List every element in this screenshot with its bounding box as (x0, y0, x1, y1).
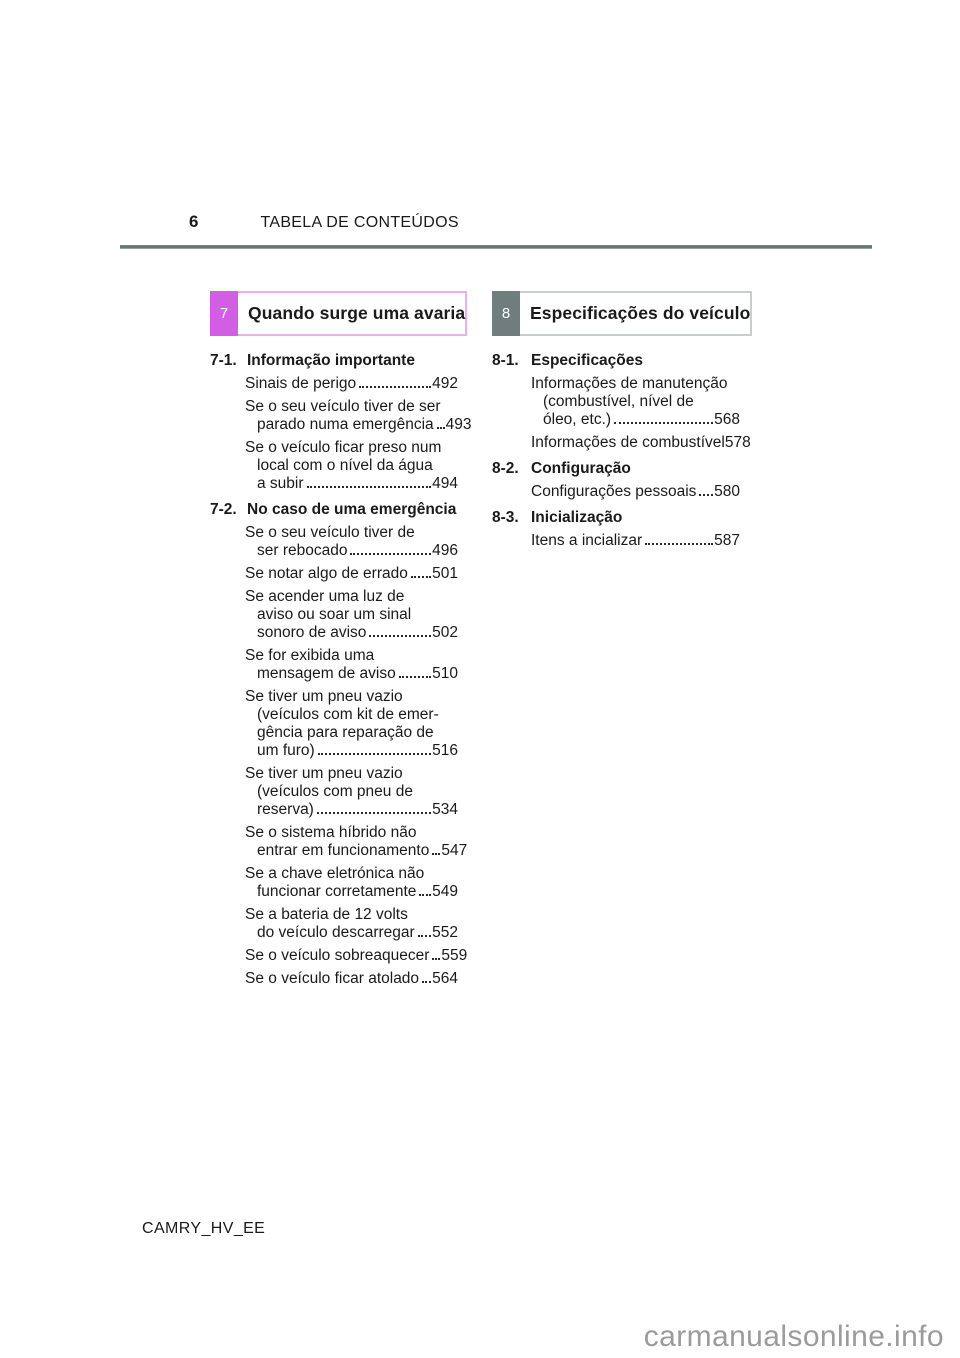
toc-entries (492, 375, 752, 452)
toc-entry-line: Se tiver um pneu vazio (245, 688, 403, 705)
toc-entry (245, 375, 458, 393)
toc-subsection (492, 509, 752, 550)
toc-entry (245, 865, 458, 901)
toc-column-chapter-7 (210, 291, 472, 993)
subsection-title: Configuração (531, 460, 631, 477)
toc-entry-line: Se a chave eletrónica não (245, 865, 425, 882)
toc-entry-text: Sinais de perigo (245, 375, 357, 392)
toc-entry-line (245, 883, 458, 901)
subsection-heading (210, 352, 467, 370)
toc-columns (210, 291, 752, 993)
dot-leader (418, 935, 431, 937)
dot-leader (399, 676, 431, 678)
toc-entry-page-number: 494 (432, 475, 458, 492)
toc-entry-page-number: 516 (432, 742, 458, 759)
toc-entry-line: local com o nível da água (257, 457, 433, 474)
toc-entry-line (531, 532, 740, 550)
toc-entry (245, 765, 458, 819)
subsection-heading (492, 352, 752, 370)
dot-leader (317, 812, 431, 814)
dot-leader (614, 422, 713, 424)
toc-entry (245, 588, 458, 642)
toc-entry-line (245, 475, 458, 493)
toc-entry-text: entrar em funcionamento (257, 842, 430, 859)
toc-entry-line: Se o seu veículo tiver de ser (245, 398, 441, 415)
chapter-number-tab: 8 (492, 291, 520, 336)
toc-entry-text: a subir (257, 475, 304, 492)
toc-entry (531, 532, 740, 550)
toc-subsection (492, 352, 752, 452)
subsection-number: 7-2. (210, 501, 237, 518)
toc-entry-text: Se notar algo de errado (245, 565, 408, 582)
toc-entry-text: um furo) (257, 742, 315, 759)
toc-subsection (210, 501, 467, 988)
toc-entry-page-number: 547 (441, 842, 468, 859)
toc-entry-page-number: 587 (714, 532, 740, 549)
toc-entry (245, 688, 458, 760)
toc-entry-page-number: 559 (441, 947, 468, 964)
toc-entry-line (245, 947, 468, 965)
toc-entry (245, 970, 458, 988)
subsection-number: 8-3. (492, 509, 519, 526)
toc-entry-line (245, 842, 468, 860)
toc-entry (245, 906, 458, 942)
toc-entry-text: do veículo descarregar (257, 924, 415, 941)
dot-leader (411, 576, 431, 578)
toc-entry-page-number: 501 (432, 565, 458, 582)
subsection-title: Especificações (531, 352, 644, 369)
document-code: CAMRY_HV_EE (142, 1220, 266, 1237)
toc-entry (531, 434, 751, 452)
page-number: 6 (189, 212, 199, 231)
toc-entry-page-number: 580 (714, 483, 740, 500)
dot-leader (307, 486, 432, 488)
toc-entry-text: sonoro de aviso (257, 624, 367, 641)
toc-entry-line (245, 924, 458, 942)
chapter-banner (492, 291, 752, 336)
toc-entry-line: Se o veículo ficar preso num (245, 439, 442, 456)
toc-entries (210, 375, 472, 493)
toc-entry-line (531, 483, 740, 501)
toc-entry (245, 524, 458, 560)
toc-entry-text: Se o veículo ficar atolado (245, 970, 420, 987)
dot-leader (369, 635, 431, 637)
toc-entry-line (245, 542, 458, 560)
toc-entry (531, 483, 740, 501)
subsection-number: 8-2. (492, 460, 519, 477)
chapter-number-tab: 7 (210, 291, 238, 336)
toc-entry-line (245, 665, 458, 683)
toc-entry-page-number: 578 (724, 434, 751, 451)
toc-entry-text: funcionar corretamente (257, 883, 417, 900)
toc-entry-page-number: 502 (432, 624, 458, 641)
toc-entry-text: reserva) (257, 801, 314, 818)
toc-entries (492, 532, 752, 550)
toc-entry-line: Se for exibida uma (245, 647, 375, 664)
toc-entry-page-number: 534 (432, 801, 458, 818)
watermark: carmanualsonline.info (643, 1320, 944, 1353)
toc-entry-text: Se o veículo sobreaquecer (245, 947, 430, 964)
chapter-title: Especificações do veículo (530, 303, 751, 323)
toc-entry-page-number: 568 (714, 411, 740, 428)
toc-entry-page-number: 493 (445, 416, 472, 433)
toc-entry-line: (combustível, nível de (543, 393, 694, 410)
toc-entry (245, 439, 458, 493)
toc-entry (245, 947, 468, 965)
toc-entry (245, 565, 458, 583)
toc-entry-page-number: 492 (432, 375, 458, 392)
toc-entry-line: Se a bateria de 12 volts (245, 906, 408, 923)
dot-leader (419, 894, 431, 896)
toc-entry-page-number: 564 (432, 970, 458, 987)
toc-entry-page-number: 510 (432, 665, 458, 682)
toc-subsection (210, 352, 472, 493)
toc-entry (245, 824, 468, 860)
toc-entry-text: mensagem de aviso (257, 665, 396, 682)
dot-leader (645, 543, 713, 545)
toc-entry-text: ser rebocado (257, 542, 348, 559)
dot-leader (318, 753, 431, 755)
dot-leader (699, 494, 713, 496)
subsection-heading (492, 460, 752, 478)
toc-entry-line: Se acender uma luz de (245, 588, 405, 605)
toc-entry-line: Se o sistema híbrido não (245, 824, 417, 841)
toc-entry-line: Se tiver um pneu vazio (245, 765, 403, 782)
subsection-title: Informação importante (247, 352, 415, 369)
toc-subsection (492, 460, 752, 501)
toc-entries (210, 524, 467, 988)
toc-entry (245, 647, 458, 683)
chapter-banner (210, 291, 467, 336)
toc-entry-line: Se o seu veículo tiver de (245, 524, 415, 541)
toc-column-chapter-8 (492, 291, 752, 993)
page-header (189, 212, 459, 232)
toc-entry-line: Informações de manutenção (531, 375, 728, 392)
toc-entry-line (245, 416, 472, 434)
dot-leader (350, 553, 431, 555)
toc-entry-text: Itens a incializar (531, 532, 643, 549)
toc-entry-line (531, 411, 740, 429)
subsection-heading (210, 501, 467, 519)
toc-entries (492, 483, 752, 501)
page-title: TABELA DE CONTEÚDOS (260, 214, 459, 231)
toc-entry (531, 375, 740, 429)
toc-entry-page-number: 549 (432, 883, 458, 900)
dot-leader (437, 427, 445, 429)
subsection-number: 7-1. (210, 352, 237, 369)
toc-entry-line (245, 801, 458, 819)
toc-entry (245, 398, 472, 434)
header-rule (120, 245, 872, 249)
toc-entry-page-number: 496 (432, 542, 458, 559)
toc-entry-line (245, 375, 458, 393)
toc-entry-line (531, 434, 751, 452)
toc-entry-line (245, 565, 458, 583)
dot-leader (422, 981, 431, 983)
toc-entry-text: óleo, etc.) (543, 411, 612, 428)
dot-leader (432, 958, 440, 960)
dot-leader (432, 853, 440, 855)
toc-entry-text: Configurações pessoais (531, 483, 697, 500)
subsection-title: Inicialização (531, 509, 623, 526)
toc-entry-line: gência para reparação de (257, 724, 434, 741)
toc-entry-line: aviso ou soar um sinal (257, 606, 412, 623)
toc-entry-line: (veículos com pneu de (257, 783, 413, 800)
toc-entry-line: (veículos com kit de emer- (257, 706, 439, 723)
subsection-number: 8-1. (492, 352, 519, 369)
chapter-title: Quando surge uma avaria (248, 303, 466, 323)
toc-entry-line (245, 742, 458, 760)
dot-leader (359, 386, 431, 388)
toc-entry-text: Informações de combustível (531, 434, 725, 451)
subsection-heading (492, 509, 752, 527)
subsection-title: No caso de uma emergência (247, 501, 457, 518)
toc-entry-page-number: 552 (432, 924, 458, 941)
toc-entry-line (245, 624, 458, 642)
toc-entry-line (245, 970, 458, 988)
toc-entry-text: parado numa emergência (257, 416, 434, 433)
